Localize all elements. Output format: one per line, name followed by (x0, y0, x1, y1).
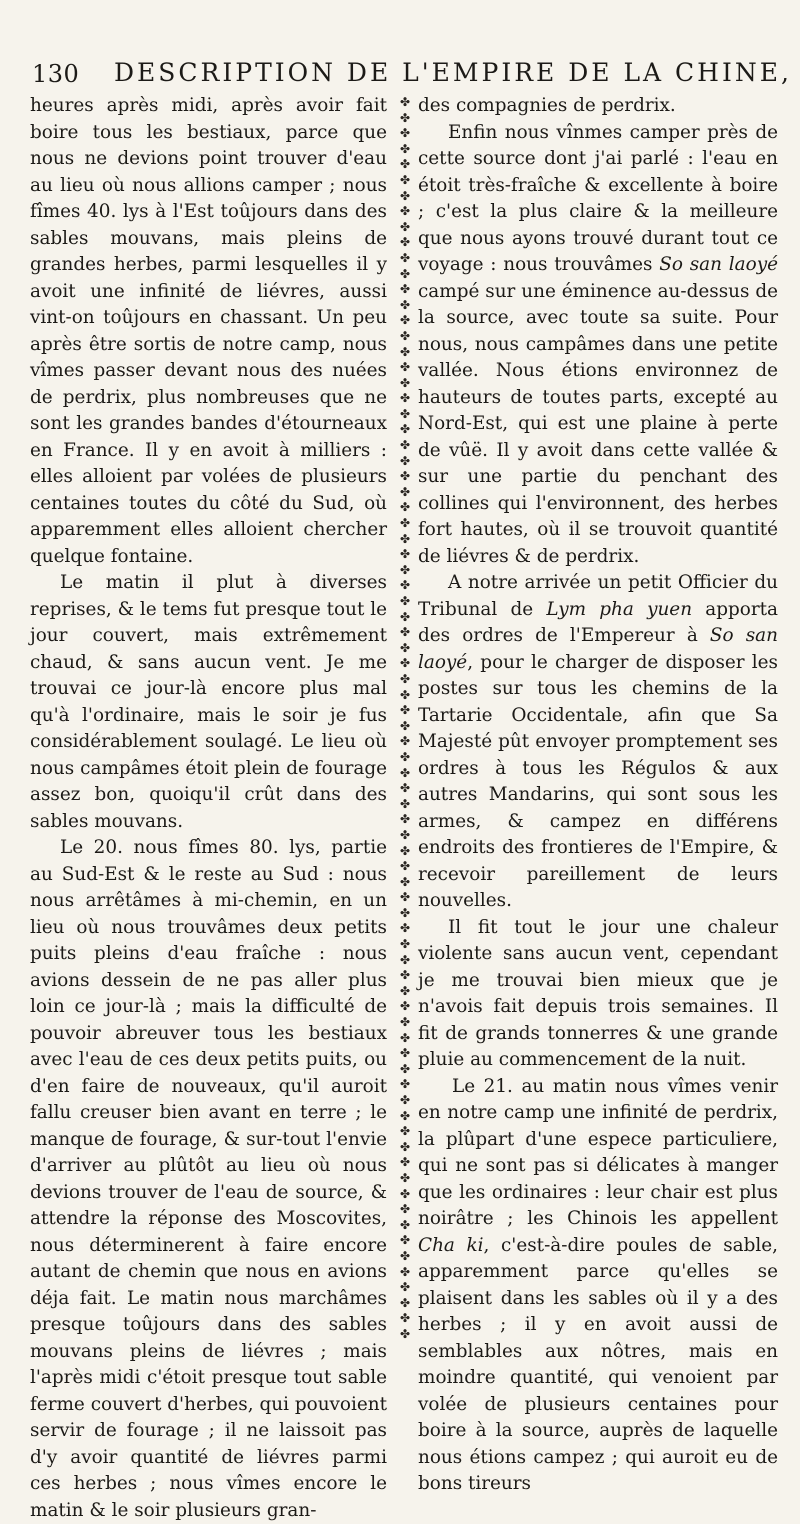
left-paragraph-1: heures après midi, après avoir fait boire tous les bestiaux, parce que nous ne devions point trouver d'eau au lieu où nous allions camper ; nous fîmes 40. lys à l'Est toûjours dans des sables mouvans, mais pleins de grandes herbes, parmi lesquelles il y avoit une infinité de liévres, aussi vint-on toûjours en chassant. Un peu après être sortis de notre camp, nous vîmes passer devant nous des nuées de perdrix, plus nombreuses que ne sont les grandes bandes d'étourneaux en France. Il y en avoit à milliers : elles alloient par volées de plusieurs centaines toutes du côté du Sud, où apparemment elles alloient chercher quelque fontaine. (30, 95, 387, 567)
right-paragraph-2-cont-a: nous trouvâmes (503, 254, 653, 275)
right-paragraph-5 (418, 1074, 778, 1498)
right-paragraph-2-cont-b: campé sur une éminence au-dessus de la source, avec toute sa suite. Pour nous, nous campâmes dans une petite vallée. Nous étions environnez de hauteurs de toutes parts, excepté au Nord-Est, qui est une plaine à perte de vûë. Il y avoit dans cette vallée & sur une partie du penchant des collines qui l'environnent, des herbes fort hautes, où il se trouvoit quantité de liévres & de perdrix. (418, 280, 778, 567)
right-paragraph-4: Il fit tout le jour une chaleur violente sans aucun vent, cependant je me trouvai bien mieux que je n'avois fait depuis trois semaines. Il fit de grands tonnerres & une grande pluie au commencement de la nuit. (418, 916, 778, 1070)
person-name-so-san-laoye-2: So san laoyé (418, 625, 778, 673)
left-paragraph-2: Le matin il plut à diverses reprises, & le tems fut presque tout le jour couvert, mais extrêmement chaud, & sans aucun vent. Je me trouvai ce jour-là encore plus mal qu'à l'ordinaire, mais le soir je fus considérablement soulagé. Le lieu où nous campâmes étoit plein de fourage assez bon, quoiqu'il crût dans des sables mouvans. (30, 572, 387, 832)
term-cha-ki: Cha ki (418, 1234, 484, 1256)
page-header (26, 56, 792, 90)
tribunal-name: Lym pha yuen (546, 598, 693, 620)
right-paragraph-2-text: Enfin nous vînmes camper près de cette source dont j'ai parlé : l'eau en étoit très-fraîche & excellente à boire ; c'est la plus claire & la meilleure que nous ayons trouvé durant tout ce voyage : (418, 121, 778, 275)
right-paragraph-3-text-c: , pour le charger de disposer les postes sur tous les chemins de la Tartarie Occidentale, afin que Sa Majesté pût envoyer promptement ses ordres à tous les Régulos & aux autres Mandarins, qui sont sous les armes, & campez en différens endroits des frontieres de l'Empire, & recevoir pareillement de leurs nouvelles. (418, 651, 778, 911)
left-paragraph-3: Le 20. nous fîmes 80. lys, partie au Sud-Est & le reste au Sud : nous nous arrêtâmes à mi-chemin, en un lieu où nous trouvâmes deux petits puits pleins d'eau fraîche : nous avions dessein de ne pas aller plus loin ce jour-là ; mais la difficulté de pouvoir abreuver tous les bestiaux avec l'eau de ces deux petits puits, ou d'en faire de nouveaux, qu'il auroit fallu creuser bien avant en terre ; le manque de fourage, & sur-tout l'envie d'arriver au plûtôt au lieu où nous devions trouver de l'eau de source, & attendre la réponse des Moscovites, nous déterminerent à faire encore autant de chemin que nous en avions déja fait. Le matin nous marchâmes presque toûjours dans des sables mouvans pleins de liévres ; mais l'après midi c'étoit presque tout sable ferme couvert d'herbes, qui pouvoient servir de fourage ; il ne laissoit pas d'y avoir quantité de liévres parmi ces herbes ; nous vîmes encore le matin & le soir plusieurs gran- (30, 837, 387, 1521)
right-paragraph-3-text-a: A notre arrivée un petit Officier du Tribunal de (418, 572, 778, 620)
right-paragraph-1: des compagnies de perdrix. (418, 95, 676, 116)
running-title: DESCRIPTION DE L'EMPIRE DE LA CHINE, (114, 58, 792, 87)
right-column (418, 93, 778, 1498)
person-name-so-san-laoye: So san laoyé (659, 254, 778, 275)
right-paragraph-5-text-a: Le 21. au matin nous vîmes venir en notre camp une infinité de perdrix, la plûpart d'une espece particuliere, qui ne sont pas si délicates à manger que les ordinaires : leur chair est plus noirâtre ; les Chinois les appellent (418, 1075, 778, 1229)
ornamental-column-divider: ✤ ✤ ✤ ✤ ✤ ✤ ✤ ✤ ✤ ✤ ✤ ✤ ✤ ✤ ✤ ✤ ✤ ✤ ✤ ✤ ✤ ✤ ✤ ✤ ✤ ✤ ✤ ✤ ✤ ✤ ✤ ✤ ✤ ✤ ✤ ✤ ✤ ✤ ✤ ✤ ✤ ✤ ✤ ✤ ✤ ✤ ✤ ✤ ✤ ✤ ✤ ✤ ✤ ✤ ✤ ✤ ✤ ✤ ✤ ✤ ✤ ✤ ✤ ✤ ✤ ✤ ✤ ✤ ✤ ✤ ✤ ✤ ✤ ✤ ✤ ✤ ✤ ✤ ✤ ✤ (399, 95, 411, 1341)
right-paragraph-3 (418, 570, 778, 915)
page-number: 130 (32, 60, 80, 88)
left-column (30, 93, 387, 1524)
right-paragraph-3-text-b: apporta des ordres de l'Empereur à (418, 598, 778, 646)
right-paragraph-2 (418, 120, 778, 571)
right-paragraph-5-text-b: , c'est-à-dire poules de sable, apparemment parce qu'elles se plaisent dans les sables où il y a des herbes ; il y en avoit aussi de semblables aux nôtres, mais en moindre quantité, qui venoient par volée de plusieurs centaines pour boire à la source, auprès de laquelle nous étions campez ; qui auroit eu de bons tireurs (418, 1234, 778, 1494)
